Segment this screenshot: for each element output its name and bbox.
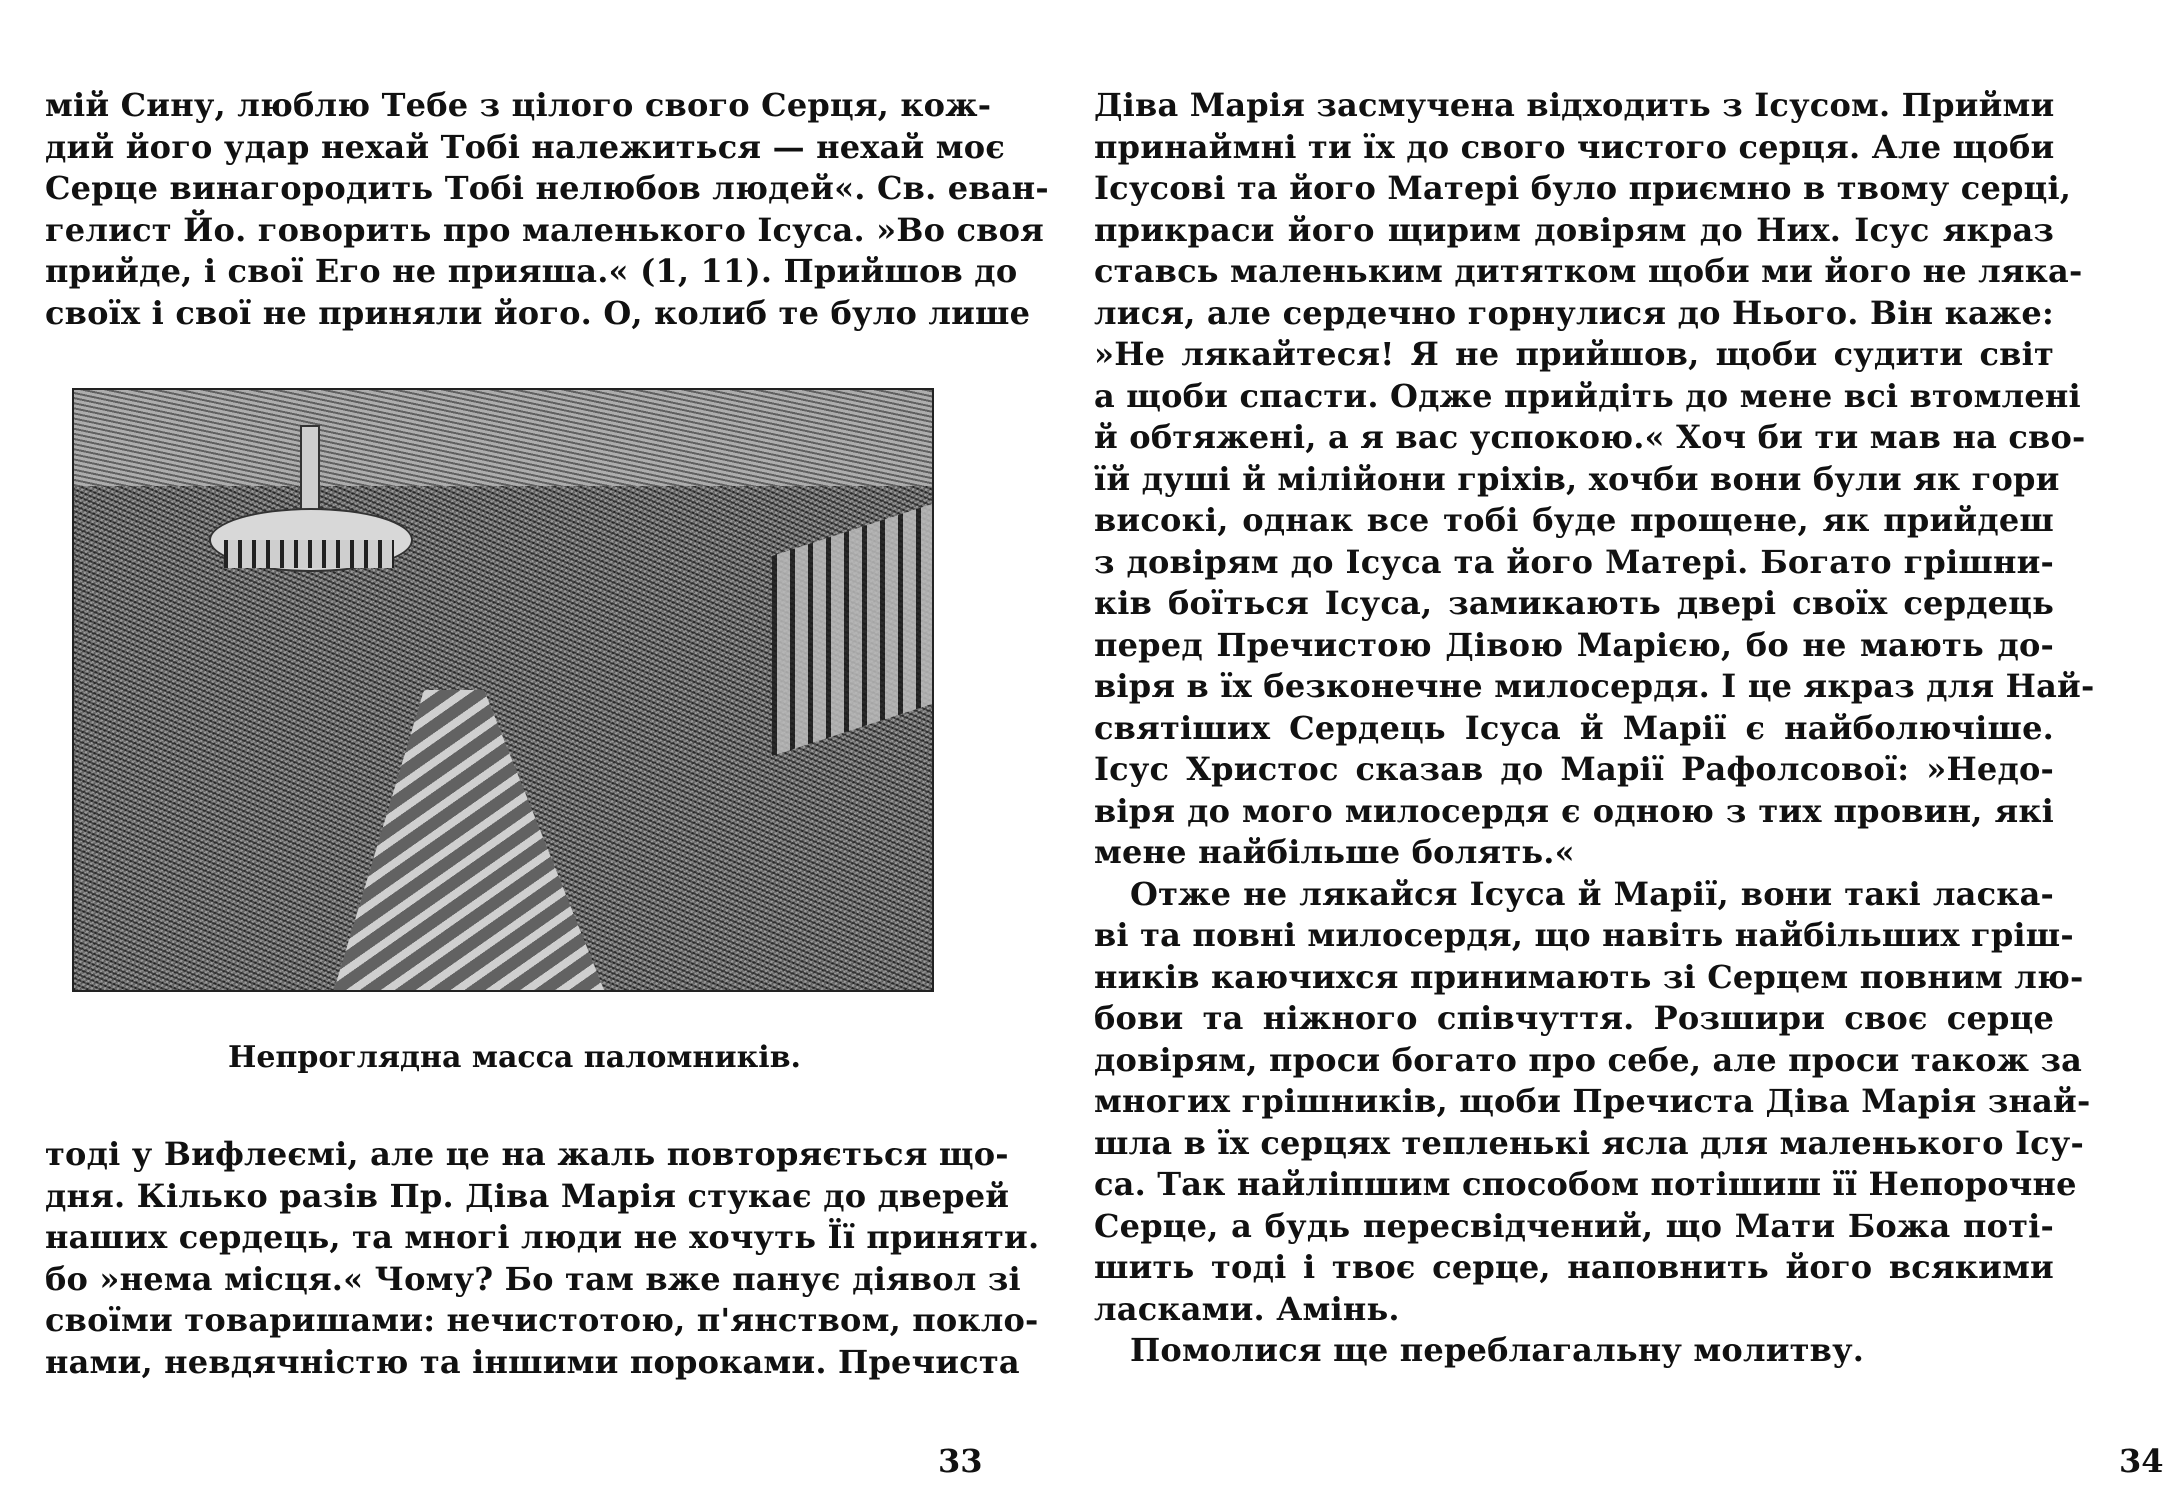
text-line: Отже не лякайся Ісуса й Марії, вони такі ласка- [1130,874,2054,913]
text-line: наших сердець, та многі люди не хочуть Її приняти. [45,1218,1040,1256]
text-line: мене найбільше болять.« [1094,833,1575,871]
left-bottom-paragraph [45,1134,1040,1383]
text-line: віря в їх безконечне милосердя. І це якраз для Най- [1094,667,2095,705]
text-line: Діва Марія засмучена відходить з Ісусом. Прийми [1094,86,2055,124]
text-line: перед Пречистою Дівою Марією, бо не мають до- [1094,625,2054,664]
page-number-right: 34 [2119,1442,2164,1480]
pilgrims-photo [72,388,934,992]
text-line: їй душі й мілійони гріхів, хочби вони були як гори [1094,459,2060,498]
text-line: нами, невдячністю та іншими пороками. Пречиста [45,1342,1020,1381]
text-line: й обтяжені, а я вас успокою.« Хоч би ти мав на сво- [1094,418,2086,456]
right-page [1029,0,2164,1500]
page-number-left: 33 [938,1442,983,1480]
text-line: Серце, а будь пересвідчений, що Мати Божа потi- [1094,1206,2054,1245]
left-page [0,0,1049,1500]
text-line: своїми товаришами: нечистотою, п'янством, покло- [45,1301,1039,1339]
left-top-paragraph [45,85,1049,334]
photo-pavilion-columns [224,540,394,568]
text-line: віря до мого милосердя є одною з тих провин, які [1094,791,2054,830]
text-line: принаймні ти їх до свого чистого серця. Але щоби [1094,127,2055,166]
photo-background [74,390,932,486]
text-line: Серце винагородить Тобі нелюбов людей«. Св. еван- [45,169,1049,207]
text-line: шить тоді і твоє серце, наповнить його всякими [1094,1248,2054,1286]
text-line: бо »нема місця.« Чому? Бо там вже панує діявол зі [45,1259,1021,1298]
text-line: прикраси його щирим довірям до Них. Ісус якраз [1094,210,2054,249]
photo-colonnade [772,504,932,756]
closing-line: Помолися ще переблагальну молитву. [1130,1331,1865,1369]
text-line: дий його удар нехай Тобі належиться — нехай моє [45,127,1006,166]
text-line: гелист Йо. говорить про маленького Ісуса. »Во своя [45,210,1044,249]
text-line: довірям, проси богато про себе, але проси також за [1094,1040,2083,1079]
photo-aisle [304,690,604,990]
text-line: святіших Сердець Ісуса й Марії є найболючіше. [1094,708,2054,747]
text-line: мій Сину, люблю Тебе з цілого свого Серця, кож- [45,86,992,124]
photo-caption: Непроглядна масса паломників. [227,1040,801,1075]
text-line: Ісус Христос сказав до Марії Рафолсової: »Недо- [1094,750,2054,788]
text-line: многих грішників, щоби Пречиста Діва Марія знай- [1094,1082,2091,1120]
text-line: бови та ніжного співчуття. Розшири своє серце [1094,999,2054,1037]
text-line: з довірям до Ісуса та його Матері. Богато грішни- [1094,542,2054,581]
text-line: Ісусові та його Матері було приємно в твому серці, [1094,169,2072,207]
text-line: ласками. Амінь. [1094,1289,1400,1328]
text-line: са. Так найліпшим способом потішиш її Непорочне [1094,1165,2077,1203]
text-line: дня. Кілько разів Пр. Діва Марія стукає до дверей [45,1176,1010,1215]
text-line: своїх і свої не приняли його. О, колиб те було лише [45,293,1031,332]
text-line: ві та повні милосердя, що навіть найбільших гріш- [1094,916,2074,954]
text-line: ставсь маленьким дитятком щоби ми його не ляка- [1094,252,2083,290]
text-line: ків боїться Ісуса, замикають двері своїх сердець [1094,584,2054,622]
text-line: лися, але сердечно горнулися до Нього. Він каже: [1094,293,2054,332]
text-line: високі, однак все тобі буде прощене, як прийдеш [1094,501,2054,539]
text-line: »Не лякайтеся! Я не прийшов, щоби судити світ [1094,335,2054,373]
text-line: шла в їх серцях тепленькі ясла для маленького Ісу- [1094,1123,2084,1162]
text-line: а щоби спасти. Одже прийдіть до мене всі втомлені [1094,376,2081,415]
right-paragraphs [1094,85,2095,1372]
text-line: тоді у Вифлеємі, але це на жаль повторяється що- [45,1135,1009,1173]
text-line: ників каючихся принимають зі Серцем повним лю- [1094,957,2084,996]
text-line: прийде, і свої Его не прияша.« (1, 11). Прийшов до [45,252,1018,290]
